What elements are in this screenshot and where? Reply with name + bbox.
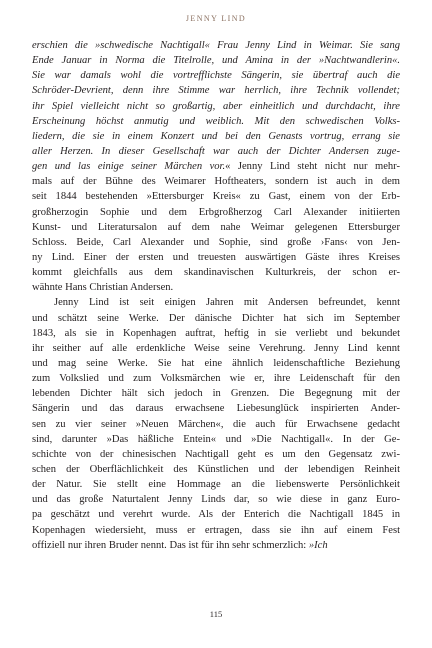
text-run: Kunst- und Literatursalon auf dem nahe Weimar gelegenen Ettersburger	[32, 221, 400, 233]
text-run: schichte von der chinesischen Nachtigall geht es um den Gegensatz zwi-	[32, 448, 400, 460]
text-line	[32, 265, 400, 280]
text-line	[32, 326, 400, 341]
text-run: ny Lind. Einer der ersten und treuesten auswärtigen Gäste ihres Kreises	[32, 251, 400, 263]
text-run: und das große Naturtalent Jenny Linds dar, so wie diese in ganz Euro-	[32, 494, 400, 506]
text-line	[32, 53, 400, 68]
text-run: sind, darunter »Das häßliche Entein« und »Die Nachtigall«. In der Ge-	[32, 433, 400, 445]
text-run: « Jenny Lind steht nicht nur mehr-	[225, 161, 400, 173]
text-line	[32, 114, 400, 129]
text-run: Sängerin und das daraus erwachsene Liebesunglück inspirierten Ander-	[32, 403, 400, 415]
text-line	[32, 356, 400, 371]
text-run: lebenden Dichter hält sich jedoch in Grenzen. Die Begegnung mit der	[32, 388, 400, 400]
text-run: Sie war damals wohl die vortrefflichste Sängerin, sie übertraf auch die	[32, 70, 400, 82]
text-line	[32, 189, 400, 204]
text-line	[32, 220, 400, 235]
text-run: Erscheinung höchst anmutig und weiblich. Mit den schwedischen Volks-	[32, 115, 400, 127]
text-run: der Natur. Sie stellt eine Hommage an die liebenswerte Persönlichkeit	[32, 479, 400, 491]
text-line	[32, 99, 400, 114]
text-run: liedern, die sie in einem Konzert und bei den Genasts vortrug, errang sie	[32, 130, 400, 142]
text-line	[32, 129, 400, 144]
text-line	[32, 538, 400, 553]
text-run: Kopenhagen wiedersieht, muss er ertragen, dass sie ihn auf einem Fest	[32, 524, 400, 536]
text-line	[32, 38, 400, 53]
text-line	[32, 205, 400, 220]
body-text	[32, 38, 400, 553]
text-run: seit 1844 bestehenden »Ettersburger Kreis« zu Gast, einem von der Erb-	[32, 191, 400, 203]
text-line	[32, 462, 400, 477]
text-run: und schätzt seine Werke. Der dänische Dichter hat sich im September	[32, 312, 400, 324]
text-run: kommt gleichfalls aus dem skandinavischen Kulturkreis, der schon er-	[32, 267, 400, 279]
text-line	[32, 432, 400, 447]
text-line	[32, 523, 400, 538]
text-run: Ende Januar in Norma die Titelrolle, und Amina in der »Nachtwandlerin«.	[32, 55, 400, 67]
text-run: aller Herzen. In dieser Gesellschaft war auch der Dichter Andersen zuge-	[32, 145, 400, 157]
text-line	[32, 83, 400, 98]
text-line	[32, 250, 400, 265]
text-run: »Ich	[308, 539, 328, 551]
text-line	[32, 311, 400, 326]
text-run: mals auf der Bühne des Weimarer Hoftheaters, sondern ist auch in dem	[32, 176, 400, 188]
running-header: JENNY LIND	[185, 14, 247, 23]
text-line	[32, 144, 400, 159]
text-run: erschien die »schwedische Nachtigall« Frau Jenny Lind in Weimar. Sie sang	[32, 40, 400, 51]
text-run: ihr Spiel vielleicht nicht so großartig, aber einheitlich und durchdacht, ihre	[32, 100, 400, 112]
text-line	[32, 371, 400, 386]
text-run: sen zu vier seiner »Neuen Märchen«, die auch für Erwachsene gedacht	[32, 418, 400, 430]
text-line	[32, 386, 400, 401]
text-line	[32, 417, 400, 432]
text-line	[32, 295, 400, 310]
text-run: ihr seither auf alle erdenkliche Weise seine Verehrung. Jenny Lind kennt	[32, 342, 400, 354]
text-line	[32, 68, 400, 83]
text-run: zum Volkslied und zum Volksmärchen wie er, ihre Leidenschaft für den	[32, 373, 400, 385]
text-line	[32, 174, 400, 189]
text-run: pa geschätzt und verehrt wurde. Als der Enterich die Nachtigall 1845 in	[32, 509, 400, 521]
text-line	[32, 159, 400, 174]
text-line	[32, 492, 400, 507]
text-line	[32, 280, 400, 295]
text-line	[32, 235, 400, 250]
text-line	[32, 507, 400, 522]
text-run: gen und las einige seiner Märchen vor.	[32, 161, 226, 173]
text-run: offiziell nur ihren Bruder nennt. Das ist für ihn sehr schmerzlich:	[32, 539, 309, 551]
text-line	[32, 401, 400, 416]
page-number: 115	[209, 609, 223, 619]
text-line	[32, 341, 400, 356]
text-run: wähnte Hans Christian Andersen.	[32, 282, 174, 294]
text-run: 1843, als sie in Kopenhagen auftrat, heftig in sie verliebt und bekundet	[32, 327, 400, 339]
text-run: Schröder-Devrient, denn ihre Stimme war herrlich, ihre Technik vollendet;	[32, 85, 400, 97]
text-run: Schloss. Beide, Carl Alexander und Sophie, sind große ›Fans‹ von Jen-	[32, 236, 400, 248]
text-line	[32, 447, 400, 462]
text-line	[32, 477, 400, 492]
text-run: großherzogin Sophie und dem Erbgroßherzog Carl Alexander initiierten	[32, 206, 400, 218]
text-run: und mag seine Werke. Sie hat eine ähnlich leidenschaftliche Beziehung	[32, 357, 400, 369]
text-run: Jenny Lind ist seit einigen Jahren mit Andersen befreundet, kennt	[54, 297, 400, 309]
text-run: schen der Oberflächlichkeit des Künstlichen und der lebendigen Reinheit	[32, 463, 400, 475]
